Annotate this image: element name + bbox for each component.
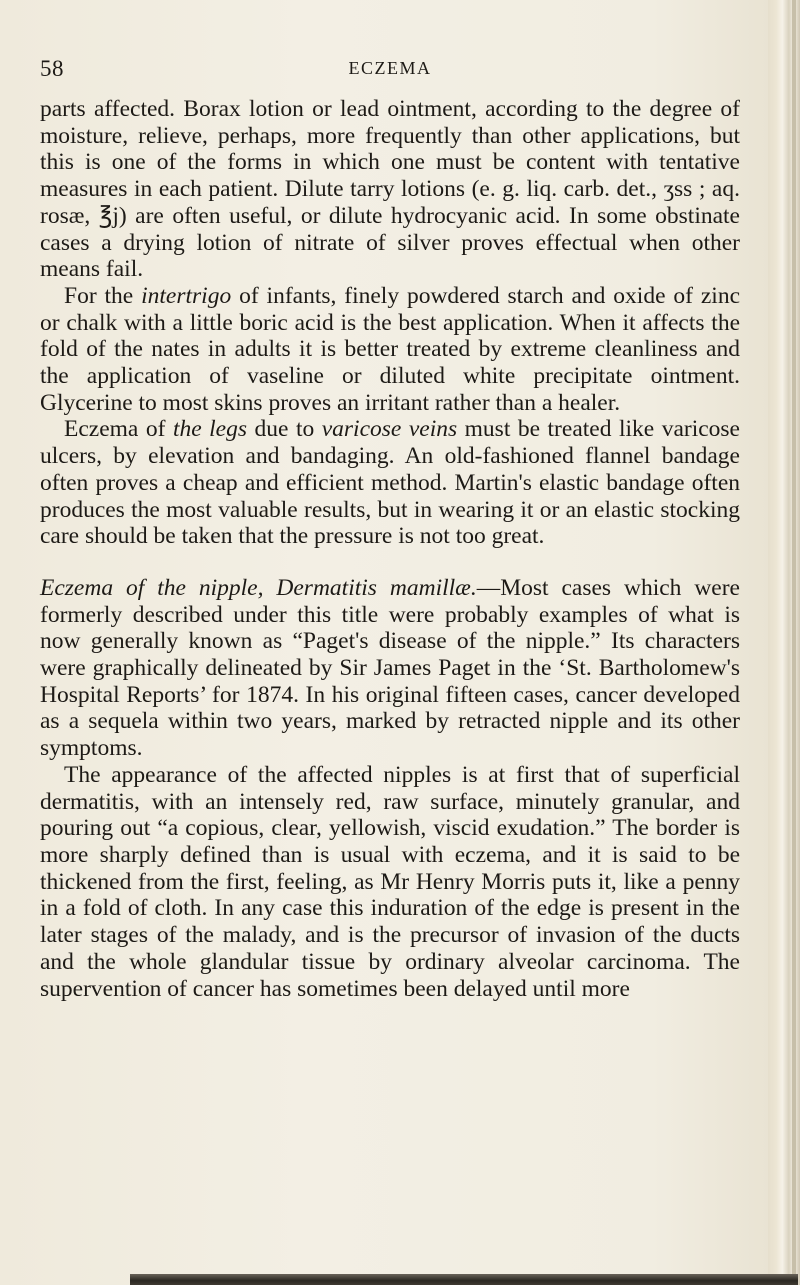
bottom-shadow-bar xyxy=(130,1274,798,1285)
paragraph-nipple xyxy=(40,575,740,762)
page-header xyxy=(40,56,740,86)
paragraph-intertrigo xyxy=(40,283,740,417)
paragraph-legs xyxy=(40,416,740,550)
paragraph-text: The appearance of the affected nipples is at first that of superficial dermatitis, with an intensely red, raw surface, minutely granular, and pouring out “a copious, clear, yellowish, viscid exudation.” The border is more sharply defined than is usual with eczema, and it is said to be thickened from the first, feeling, as Mr Henry Morris puts it, like a penny in a fold of cloth. In any case this induration of the edge is present in the later stages of the malady, and is the precursor of invasion of the ducts and the whole glandular tissue by ordinary alveolar carcinoma. The supervention of cancer has sometimes been delayed until more xyxy=(40,761,740,1002)
italic-term: intertrigo xyxy=(141,282,232,309)
paragraph-text: parts affected. Borax lotion or lead ointment, according to the degree of moisture, relieve, perhaps, more frequently than other applications, but this is one of the forms in which one must be content with tentative measures in each patient. Dilute tarry lotions (e. g. liq. carb. det., ʒss ; aq. rosæ, ℥j) are often useful, or dilute hydrocyanic acid. In some obstinate cases a drying lotion of nitrate of silver proves effectual when other means fail. xyxy=(40,96,740,283)
page-number: 58 xyxy=(40,56,64,81)
paragraph-text: due to xyxy=(247,416,322,443)
binding-shadow xyxy=(792,0,796,1285)
running-title: ECZEMA xyxy=(348,58,432,78)
body-text xyxy=(40,96,740,1002)
paragraph-text: of infants, finely powdered starch and oxide of zinc or chalk with a little boric acid is the best application. When it affects the fold of the nates in adults it is better treated by extreme cleanliness and the application of vaseline or diluted white precipitate ointment. Glycerine to most skins proves an irritant rather than a healer. xyxy=(40,282,740,416)
paragraph-text: For the xyxy=(64,282,142,309)
italic-term: the legs xyxy=(172,416,248,443)
paragraph-treatment xyxy=(40,96,740,283)
paragraph-appearance xyxy=(40,762,740,1002)
paragraph-text: must be treated like varicose ulcers, by elevation and bandaging. An old-fashioned flannel bandage often proves a cheap and efficient method. Martin's elastic bandage often produces the most valuable results, but in wearing it or an elastic stocking care should be taken that the pressure is not too great. xyxy=(40,416,740,550)
paragraph-text: Eczema of xyxy=(64,416,173,443)
italic-term: varicose veins xyxy=(321,416,458,443)
paragraph-text: —Most cases which were formerly described under this title were probably examples of what is now generally known as “Paget's disease of the nipple.” Its characters were graphically delineated by Sir James Paget in the ‘St. Bartholomew's Hospital Reports’ for 1874. In his original fifteen cases, cancer developed as a sequela within two years, marked by retracted nipple and its other symptoms. xyxy=(40,574,740,762)
section-heading: Eczema of the nipple, Dermatitis mamillæ. xyxy=(40,574,477,601)
